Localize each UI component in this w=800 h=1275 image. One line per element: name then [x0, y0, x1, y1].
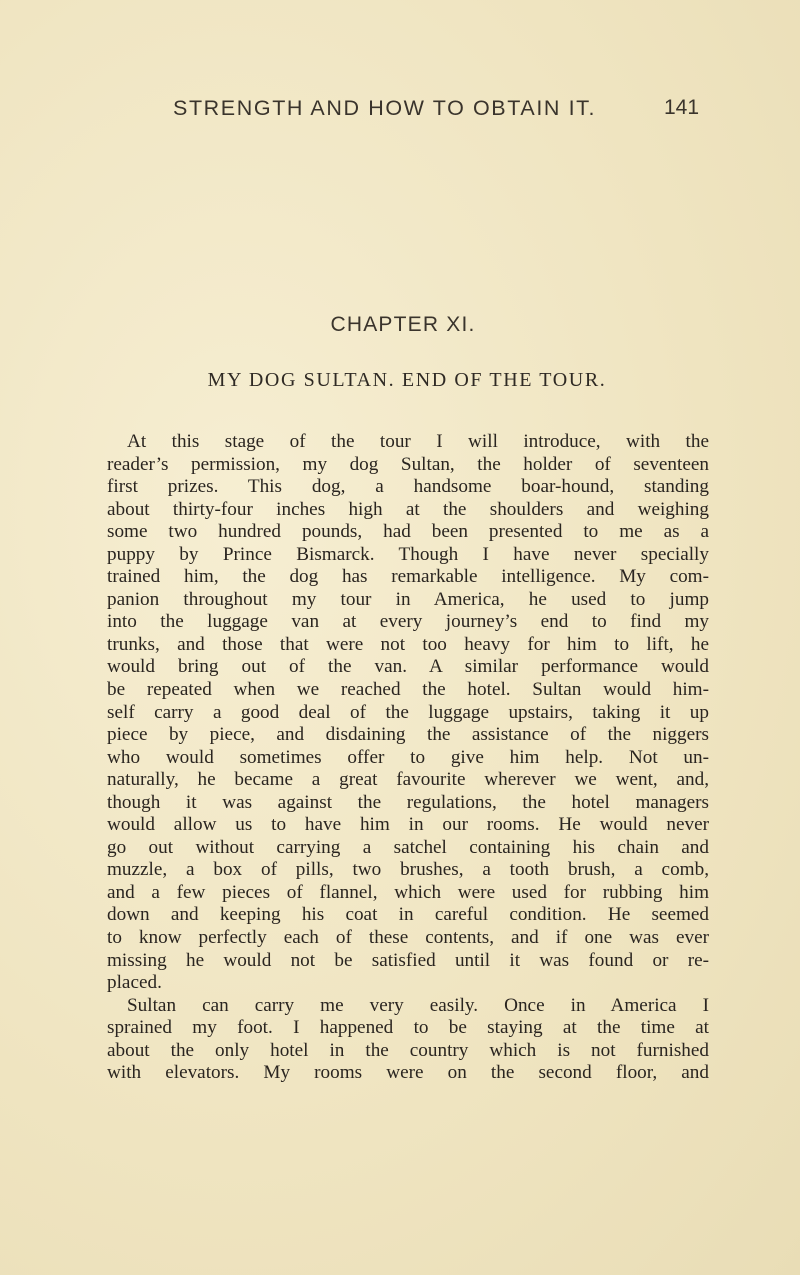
text-line: Sultan can carry me very easily. Once in America I — [127, 994, 709, 1016]
text-line: go out without carrying a satchel containing his chain and — [107, 836, 709, 858]
text-line: about thirty-four inches high at the shoulders and weighing — [107, 498, 709, 520]
text-line: would allow us to have him in our rooms. He would never — [107, 814, 709, 836]
chapter-label: CHAPTER XI. — [330, 313, 476, 336]
text-line: would bring out of the van. A similar performance would — [107, 656, 709, 678]
text-line: muzzle, a box of pills, two brushes, a tooth brush, a comb, — [107, 859, 709, 881]
running-head — [0, 96, 800, 130]
text-line: about the only hotel in the country which is not furnished — [107, 1039, 709, 1061]
running-title: STRENGTH AND HOW TO OBTAIN IT. — [173, 96, 597, 120]
text-line: piece by piece, and disdaining the assistance of the niggers — [107, 724, 709, 746]
text-line: naturally, he became a great favourite wherever we went, and, — [107, 769, 709, 791]
text-line: reader’s permission, my dog Sultan, the holder of seventeen — [107, 453, 709, 475]
text-line: some two hundred pounds, had been presented to me as a — [107, 521, 709, 543]
text-line: be repeated when we reached the hotel. Sultan would him- — [107, 679, 709, 701]
text-line: missing he would not be satisfied until it was found or re- — [107, 949, 709, 971]
text-line: and a few pieces of flannel, which were used for rubbing him — [107, 881, 709, 903]
page-number: 141 — [664, 96, 700, 119]
text-line: self carry a good deal of the luggage upstairs, taking it up — [107, 701, 709, 723]
text-line: sprained my foot. I happened to be staying at the time at — [107, 1017, 709, 1039]
text-line: trunks, and those that were not too heavy for him to lift, he — [107, 633, 709, 655]
text-line: first prizes. This dog, a handsome boar-hound, standing — [107, 476, 709, 498]
text-line: placed. — [107, 972, 162, 994]
text-line: At this stage of the tour I will introduce, with the — [127, 431, 709, 452]
text-line: panion throughout my tour in America, he used to jump — [107, 588, 709, 610]
text-line: to know perfectly each of these contents, and if one was ever — [107, 927, 709, 949]
text-line: puppy by Prince Bismarck. Though I have never specially — [107, 543, 709, 565]
text-line: who would sometimes offer to give him help. Not un- — [107, 746, 709, 768]
text-line: though it was against the regulations, the hotel managers — [107, 791, 709, 813]
text-line: with elevators. My rooms were on the second floor, and — [107, 1062, 709, 1084]
body-text — [107, 431, 709, 1085]
chapter-title: MY DOG SULTAN. END OF THE TOUR. — [207, 369, 607, 391]
text-line: down and keeping his coat in careful condition. He seemed — [107, 904, 709, 926]
text-line: into the luggage van at every journey’s end to find my — [107, 611, 709, 633]
text-line: trained him, the dog has remarkable intelligence. My com- — [107, 566, 709, 588]
